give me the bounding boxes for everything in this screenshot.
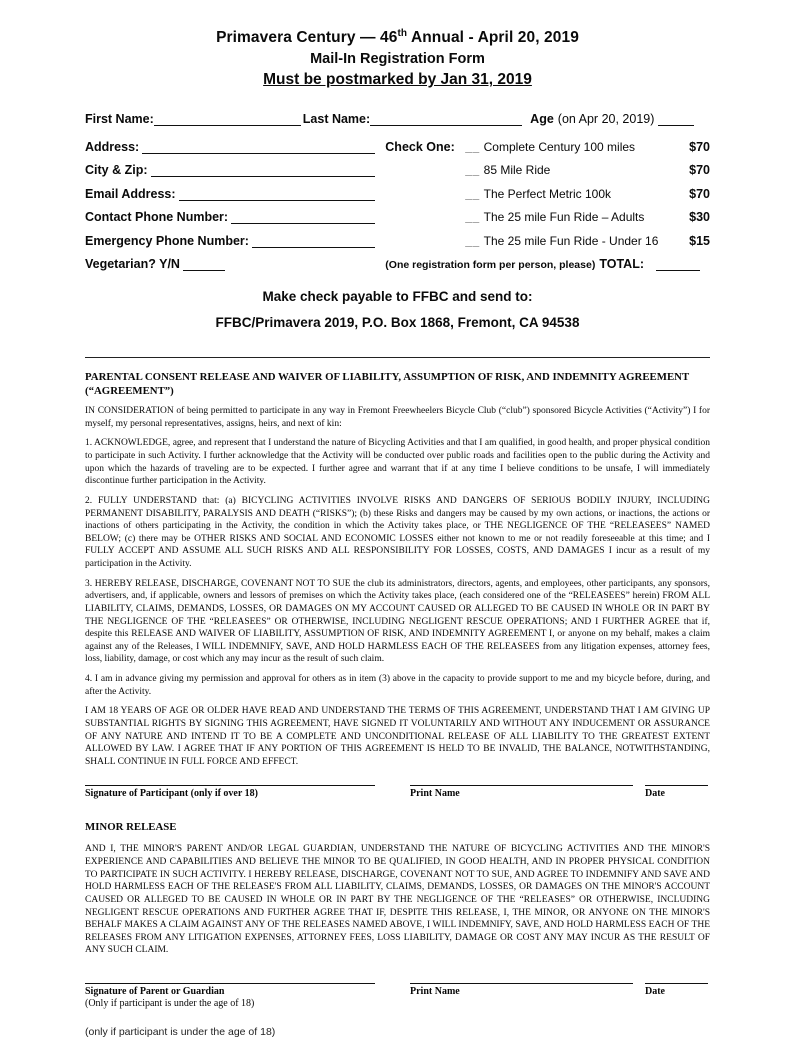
city-zip-line	[151, 164, 376, 177]
city-zip-row	[85, 154, 375, 178]
contact-phone-label: Contact Phone Number:	[85, 210, 229, 225]
checkbox-blank: __	[465, 186, 480, 201]
ride-option-price: $15	[689, 233, 710, 248]
total-label: TOTAL:	[599, 257, 644, 272]
agreement-clause-4: 4. I am in advance giving my permission and approval for others as in item (3) above in the capacity to provide support to me and my bicycle before, during, and after the Activity.	[85, 674, 710, 697]
contact-phone-row	[85, 201, 375, 225]
date-label: Date	[645, 788, 665, 800]
participant-signature-block	[85, 785, 710, 799]
ride-option-row	[385, 224, 710, 248]
ride-option-name: The Perfect Metric 100k	[483, 186, 612, 201]
checkbox-blank: __	[465, 139, 480, 154]
liability-agreement	[85, 371, 710, 768]
ride-option-name: Complete Century 100 miles	[483, 139, 636, 154]
guardian-signature-block	[85, 983, 710, 1009]
guardian-signature-field	[85, 983, 375, 1009]
participant-signature-field	[85, 785, 375, 799]
guardian-date-field	[645, 983, 708, 1009]
ride-option-price: $70	[689, 163, 710, 178]
guardian-print-name-field	[410, 983, 633, 1009]
address-label: Address:	[85, 139, 140, 154]
age-label: Age	[530, 112, 554, 127]
participant-print-name-field	[410, 785, 633, 799]
make-check-payable-line: Make check payable to FFBC and send to:	[262, 289, 533, 305]
event-title-ordinal: th	[397, 28, 408, 39]
age-line	[658, 113, 694, 126]
email-label: Email Address:	[85, 186, 176, 201]
one-form-per-person-note: (One registration form per person, please)	[385, 259, 596, 272]
checkbox-blank: __	[465, 210, 480, 225]
vegetarian-row	[85, 248, 375, 272]
emergency-phone-label: Emergency Phone Number:	[85, 233, 249, 248]
contact-fields-column	[85, 130, 375, 271]
ride-option-name: The 25 mile Fun Ride - Under 16	[483, 233, 659, 248]
guardian-signature-label: Signature of Parent or Guardian	[85, 986, 225, 997]
total-row	[385, 248, 710, 272]
last-name-line	[370, 113, 522, 126]
ride-option-name: The 25 mile Fun Ride – Adults	[483, 210, 645, 225]
ride-option-price: $70	[689, 139, 710, 154]
city-zip-label: City & Zip:	[85, 163, 148, 178]
print-name-label: Print Name	[410, 788, 460, 800]
emergency-phone-row	[85, 224, 375, 248]
ride-option-price: $30	[689, 210, 710, 225]
minor-release-section	[85, 843, 710, 957]
participant-date-field	[645, 785, 708, 799]
guardian-signature-note: (Only if participant is under the age of 18)	[85, 998, 255, 1009]
last-name-label: Last Name:	[302, 112, 371, 127]
mailing-address-line: FFBC/Primavera 2019, P.O. Box 1868, Fremont, CA 94538	[215, 315, 580, 331]
agreement-heading: PARENTAL CONSENT RELEASE AND WAIVER OF LIABILITY, ASSUMPTION OF RISK, AND INDEMNITY AGREEMENT (“AGREEMENT”)	[85, 371, 689, 397]
vegetarian-label: Vegetarian? Y/N	[85, 257, 180, 272]
ride-option-name: 85 Mile Ride	[483, 163, 551, 178]
first-name-label: First Name:	[85, 112, 154, 127]
ride-option-row	[385, 201, 710, 225]
section-divider	[85, 357, 710, 358]
form-subtitle: Mail-In Registration Form	[310, 51, 485, 68]
event-title-suffix: Annual - April 20, 2019	[407, 29, 579, 47]
ride-option-row	[385, 177, 710, 201]
agreement-clause-1: 1. ACKNOWLEDGE, agree, and represent that I understand the nature of Bicycling Activities and that I am qualified, in good health, and proper physical condition to participate in such Activity. I further acknowledge that the Activity will be conducted over public roads and facilities open to the public during the Activity and upon which the hazards of traveling are to be expected. I further agree and warrant that if at any time I believe conditions to be unsafe, I will immediately discontinue further participation in the Activity.	[85, 438, 710, 487]
name-age-row	[85, 104, 710, 126]
ride-option-row	[385, 154, 710, 178]
total-line	[656, 258, 700, 271]
address-row	[85, 130, 375, 154]
under-18-footer-note: (only if participant is under the age of 18)	[85, 1026, 276, 1038]
first-name-line	[154, 113, 301, 126]
vegetarian-line	[183, 258, 225, 271]
agreement-clause-2: 2. FULLY UNDERSTAND that: (a) BICYCLING ACTIVITIES INVOLVE RISKS AND DANGERS OF SERIOUS BODILY INJURY, INCLUDING PERMANENT DISABILITY, PARALYSIS AND DEATH (“RISKS”); (b) these Risks and dangers may be caused by my own actions, or inactions, the actions or inactions of others participating in the Activity, the condition in which the Activity takes place, or THE NEGLIGENCE OF THE “RELEASEES” NAMED BELOW; (c) there may be OTHER RISKS AND SOCIAL AND ECONOMIC LOSSES either not known to me or not readily foreseeable at this time; and I FULLY ACCEPT AND ASSUME ALL SUCH RISKS AND ALL RESPONSIBILITY FOR LOSSES, COSTS, AND DAMAGES I incur as a result of my participation in the Activity.	[85, 495, 710, 569]
minor-release-heading: MINOR RELEASE	[85, 821, 177, 834]
registration-fields	[85, 104, 710, 271]
ride-option-row	[385, 130, 710, 154]
check-one-label: Check One:	[385, 139, 455, 154]
print-name-label: Print Name	[410, 986, 460, 997]
checkbox-blank: __	[465, 233, 480, 248]
email-row	[85, 177, 375, 201]
address-line	[142, 141, 375, 154]
event-title	[85, 28, 710, 47]
agreement-intro: IN CONSIDERATION of being permitted to participate in any way in Fremont Freewheelers Bicycle Club (“club”) sponsored Bicycle Activities (“Activity”) I for myself, my personal representatives, assigns, heirs, and next of kin:	[85, 406, 710, 429]
minor-release-body: AND I, THE MINOR'S PARENT AND/OR LEGAL GUARDIAN, UNDERSTAND THE NATURE OF BICYCLING ACTIVITIES AND THE MINOR'S EXPERIENCE AND CAPABILITIES AND BELIEVE THE MINOR TO BE QUALIFIED, IN GOOD HEALTH, AND IN PROPER PHYSICAL CONDITION TO PARTICIPATE IN SUCH ACTIVITY. I HEREBY RELEASE, DISCHARGE, COVENANT NOT TO SUE, AND AGREE TO INDEMNIFY AND SAVE AND HOLD HARMLESS EACH OF THE RELEASE'S FROM ALL LIABILITY, CLAIMS, DEMANDS, LOSSES, OR DAMAGES ON THE MINOR'S ACCOUNT CAUSED OR ALLEGED TO BE CAUSED IN WHOLE OR IN PART BY THE NEGLIGENCE OF THE “RELEASES” OR OTHERWISE, INCLUDING NEGLIGENT RESCUE OPERATIONS AND FURTHER AGREE THAT IF, DESPITE THIS RELEASE, I, THE MINOR, OR ANYONE ON THE MINOR'S BEHALF MAKES A CLAIM AGAINST ANY OF THE RELEASES NAMED ABOVE, I WILL INDEMNIFY, SAVE, AND HOLD HARMLESS EACH OF THE RELEASES FROM ANY LITIGATION EXPENSES, ATTORNEY FEES, LOSS LIABILITY, DAMAGE OR COST ANY MAY INCUR AS THE RESULT OF ANY SUCH CLAIM.	[85, 844, 710, 956]
contact-phone-line	[231, 211, 375, 224]
adult-acknowledgement: I AM 18 YEARS OF AGE OR OLDER HAVE READ AND UNDERSTAND THE TERMS OF THIS AGREEMENT, UNDERSTAND THAT I AM GIVING UP SUBSTANTIAL RIGHTS BY SIGNING THIS AGREEMENT, HAVE SIGNED IT VOLUNTARILY AND WITHOUT ANY INDUCEMENT OR ASSURANCE OF ANY NATURE AND INTEND IT TO BE A COMPLETE AND UNCONDITIONAL RELEASE OF ALL LIABILITY TO THE GREATEST EXTENT ALLOWED BY LAW. I AGREE THAT IF ANY PORTION OF THIS AGREEMENT IS HELD TO BE INVALID, THE BALANCE, NOTWITHSTANDING, SHALL CONTINUE IN FULL FORCE AND EFFECT.	[85, 706, 710, 767]
ride-option-price: $70	[689, 186, 710, 201]
checkbox-blank: __	[465, 163, 480, 178]
date-label: Date	[645, 986, 665, 997]
payment-instructions	[85, 289, 710, 330]
form-title-block	[85, 28, 710, 89]
agreement-clause-3: 3. HEREBY RELEASE, DISCHARGE, COVENANT NOT TO SUE the club its administrators, directors, agents, and employees, other participants, any sponsors, advertisers, and, if applicable, owners and lessors of premises on which the Activity takes place, (each considered one of the “RELEASEES” herein) FROM ALL LIABILITY, CLAIMS, DEMANDS, LOSSES, OR DAMAGES ON MY ACCOUNT CAUSED OR ALLEGED TO BE CAUSED IN WHOLE OR IN PART BY THE NEGLIGENCE OF THE “RELEASEES” OR OTHERWISE, INCLUDING NEGLIGENT RESCUE OPERATIONS; AND I FURTHER AGREE that if, despite this RELEASE AND WAIVER OF LIABILITY, ASSUMPTION OF RISK, AND INDEMNITY AGREEMENT I, or anyone on my behalf, makes a claim against any of the Releases, I WILL INDEMNIFY, SAVE, AND HOLD HARMLESS EACH OF THE RELEASEES from any litigation expenses, attorney fees, loss, liability, damage, or cost which any may incur as the result of such claim.	[85, 578, 710, 665]
participant-signature-label: Signature of Participant (only if over 18)	[85, 788, 258, 800]
event-title-prefix: Primavera Century — 46	[216, 29, 398, 47]
email-line	[179, 188, 376, 201]
emergency-phone-line	[252, 235, 375, 248]
postmark-deadline: Must be postmarked by Jan 31, 2019	[263, 71, 532, 89]
age-date-note: (on Apr 20, 2019)	[557, 112, 655, 127]
ride-options-column	[385, 130, 710, 271]
